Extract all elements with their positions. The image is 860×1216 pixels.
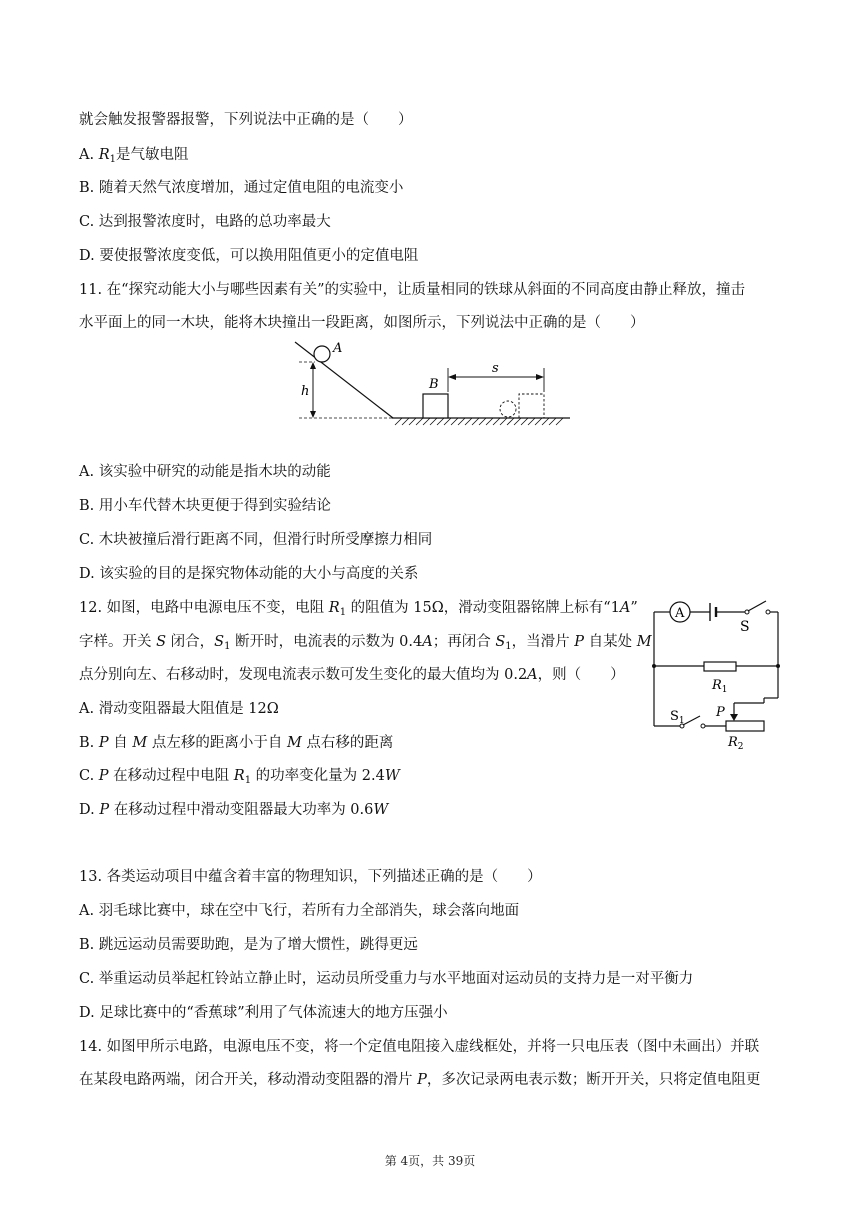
ammeter-label: A: [675, 606, 685, 621]
q13-option-a: A. 羽毛球比赛中，球在空中飞行，若所有力全部消失，球会落向地面: [79, 903, 520, 919]
ball-a: [314, 346, 330, 362]
q13-option-c: C. 举重运动员举起杠铃站立静止时，运动员所受重力与水平地面对运动员的支持力是一对平衡力: [79, 971, 694, 987]
q12-option-d: D. P 在移动过程中滑动变阻器最大功率为 0.6W: [79, 802, 389, 818]
r2-label: $R_2$: [728, 735, 744, 752]
q10-option-c: C. 达到报警浓度时，电路的总功率最大: [79, 214, 331, 230]
q10-stem-tail: 就会触发报警器报警，下列说法中正确的是（ ）: [79, 112, 413, 128]
q10-option-d: D. 要使报警浓度变低，可以换用阻值更小的定值电阻: [79, 248, 419, 264]
label-b: B: [429, 377, 439, 392]
q13-stem: 13. 各类运动项目中蕴含着丰富的物理知识，下列描述正确的是（ ）: [79, 869, 542, 885]
q12-option-a: A. 滑动变阻器最大阻值是 12Ω: [79, 701, 279, 717]
q13-option-b: B. 跳远运动员需要助跑，是为了增大惯性，跳得更远: [79, 937, 418, 953]
q12-option-b: B. P 自 M 点左移的距离小于自 M 点右移的距离: [79, 735, 394, 751]
page-footer: 第 4页，共 39页: [384, 1154, 476, 1168]
q11-incline-figure: [285, 336, 575, 428]
q12-circuit-diagram: [648, 598, 784, 754]
q14-stem-line1: 14. 如图甲所示电路，电源电压不变，将一个定值电阻接入虚线框处，并将一只电压表（图中未画出）并联: [79, 1039, 760, 1055]
q12-stem-line3: 点分别向左、右移动时，发现电流表示数可发生变化的最大值均为 0.2A，则（ ）: [79, 667, 625, 683]
switch-s-label: S: [740, 619, 750, 635]
q11-option-b: B. 用小车代替木块更便于得到实验结论: [79, 498, 331, 514]
q13-option-d: D. 足球比赛中的“香蕉球”利用了气体流速大的地方压强小: [79, 1005, 448, 1021]
resistor-r1: [704, 662, 736, 671]
q10-option-b: B. 随着天然气浓度增加，通过定值电阻的电流变小: [79, 180, 404, 196]
q11-option-c: C. 木块被撞后滑行距离不同，但滑行时所受摩擦力相同: [79, 532, 433, 548]
block-b: [423, 394, 448, 418]
switch-s1: [683, 716, 700, 725]
s1-label: $S_1$: [670, 709, 685, 726]
q12-stem-line1: 12. 如图，电路中电源电压不变，电阻 $R_1$ 的阻值为 15Ω，滑动变阻器铭牌上标有“1A”: [79, 600, 638, 618]
label-s: s: [492, 361, 499, 376]
q11-stem-line1: 11. 在“探究动能大小与哪些因素有关”的实验中，让质量相同的铁球从斜面的不同高度由静止释放，撞击: [79, 282, 745, 298]
p-label: P: [716, 705, 725, 720]
q11-option-d: D. 该实验的目的是探究物体动能的大小与高度的关系: [79, 566, 419, 582]
label-a: A: [333, 341, 343, 356]
q14-stem-line2: 在某段电路两端，闭合开关，移动滑动变阻器的滑片 P，多次记录两电表示数；断开开关，只将定值电阻更: [79, 1072, 761, 1088]
q10-option-a: A. $R_1$是气敏电阻: [79, 147, 189, 165]
q11-stem-line2: 水平面上的同一木块，能将木块撞出一段距离，如图所示，下列说法中正确的是（ ）: [79, 315, 645, 331]
label-h: h: [301, 384, 310, 399]
switch-s: [748, 601, 766, 611]
q12-option-c: C. P 在移动过程中电阻 $R_1$ 的功率变化量为 2.4W: [79, 768, 400, 786]
q11-option-a: A. 该实验中研究的动能是指木块的动能: [79, 464, 331, 480]
r1-label: $R_1$: [712, 678, 728, 695]
rheostat-r2: [726, 721, 764, 731]
q12-stem-line2: 字样。开关 S 闭合，$S_1$ 断开时，电流表的示数为 0.4A；再闭合 $S_1$，当滑片 P 自某处 M: [79, 634, 652, 652]
